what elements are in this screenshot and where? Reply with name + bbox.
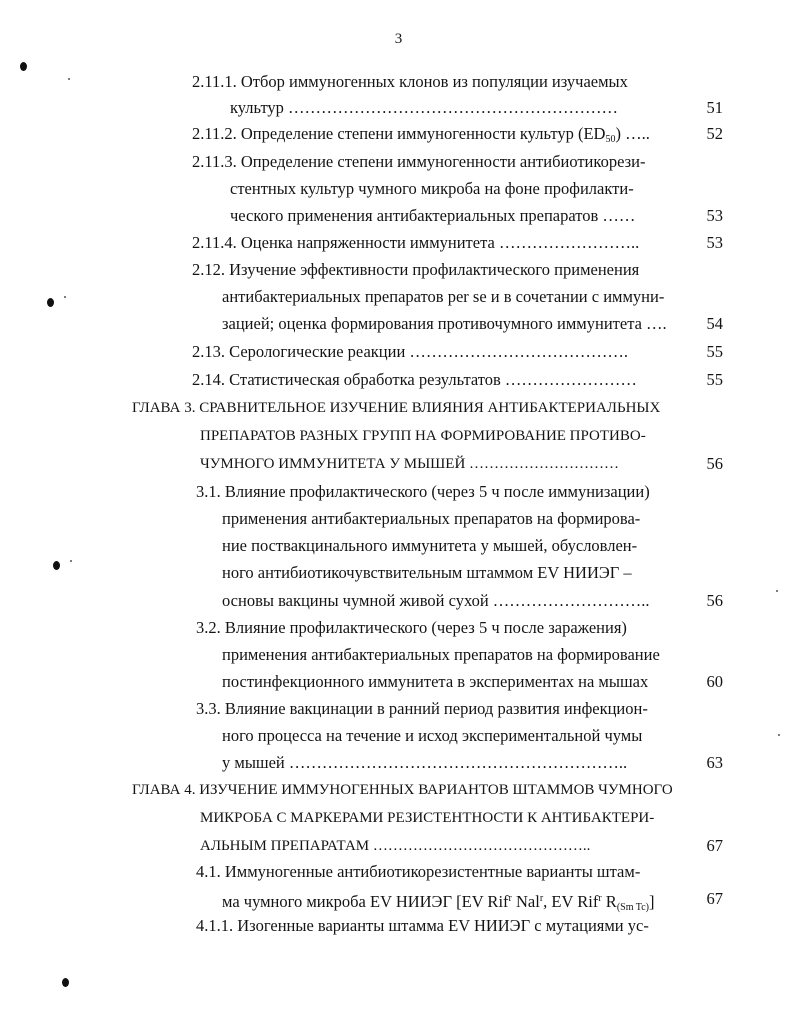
toc-line: [222, 889, 654, 918]
toc-superscript: r: [598, 893, 602, 904]
chapter-heading: ГЛАВА 3. СРАВНИТЕЛЬНОЕ ИЗУЧЕНИЕ ВЛИЯНИЯ АНТИБАКТЕРИАЛЬНЫХ: [132, 400, 661, 416]
toc-line: 2.11.4. Оценка напряженности иммунитета ……………………..: [192, 233, 640, 252]
toc-page-number: 56: [706, 454, 723, 473]
toc-text: 2.11.2. Определение степени иммуногенности культур (ED: [192, 124, 606, 143]
toc-subscript: 50: [605, 134, 616, 145]
toc-page-number: 52: [706, 124, 723, 143]
toc-text: ма чумного микроба EV НИИЭГ [EV Rif: [222, 892, 509, 911]
margin-mark: [47, 298, 54, 307]
toc-line: 3.1. Влияние профилактического (через 5 ч после иммунизации): [196, 482, 650, 501]
toc-line: [192, 124, 650, 150]
chapter-heading: АЛЬНЫМ ПРЕПАРАТАМ ……………………………………..: [200, 838, 591, 854]
toc-page-number: 56: [706, 591, 723, 610]
toc-page-number: 55: [706, 342, 723, 361]
toc-text: , EV Rif: [543, 892, 599, 911]
chapter-heading: ЧУМНОГО ИММУНИТЕТА У МЫШЕЙ …………………………: [200, 456, 620, 472]
toc-line: у мышей ……………………………………………………..: [222, 753, 628, 772]
toc-line: зацией; оценка формирования противочумного иммунитета ….: [222, 314, 667, 333]
toc-text: ]: [648, 892, 655, 911]
toc-line: культур ……………………………………………………: [230, 98, 619, 117]
toc-page-number: 53: [706, 206, 723, 225]
toc-line: ние поствакцинального иммунитета у мышей, обусловлен-: [222, 536, 638, 555]
toc-subscript: (Sm Tc): [616, 902, 649, 913]
toc-text: R: [601, 892, 617, 911]
scan-speck: [70, 560, 72, 562]
toc-page-number: 51: [706, 98, 723, 117]
chapter-heading: ПРЕПАРАТОВ РАЗНЫХ ГРУПП НА ФОРМИРОВАНИЕ ПРОТИВО-: [200, 428, 646, 444]
toc-page-number: 63: [706, 753, 723, 772]
chapter-heading: ГЛАВА 4. ИЗУЧЕНИЕ ИММУНОГЕННЫХ ВАРИАНТОВ ШТАММОВ ЧУМНОГО: [132, 782, 673, 798]
toc-line: применения антибактериальных препаратов на формирование: [222, 645, 660, 664]
toc-line: 2.13. Серологические реакции ………………………………….: [192, 342, 629, 361]
toc-line: 4.1. Иммуногенные антибиотикорезистентные варианты штам-: [196, 862, 641, 881]
toc-line: 2.11.1. Отбор иммуногенных клонов из популяции изучаемых: [192, 72, 628, 91]
toc-page-number: 53: [706, 233, 723, 252]
toc-text: ) …..: [615, 124, 650, 143]
toc-page-number: 60: [706, 672, 723, 691]
toc-superscript: r: [508, 893, 512, 904]
toc-line: 2.11.3. Определение степени иммуногенности антибиотикорези-: [192, 152, 646, 171]
margin-mark: [20, 62, 27, 71]
margin-mark: [53, 561, 60, 570]
toc-line: ного процесса на течение и исход экспериментальной чумы: [222, 726, 643, 745]
toc-page-number: 54: [706, 314, 723, 333]
toc-line: основы вакцины чумной живой сухой ………………………..: [222, 591, 650, 610]
toc-text: Nal: [511, 892, 540, 911]
toc-line: 3.3. Влияние вакцинации в ранний период развития инфекцион-: [196, 699, 648, 718]
scan-speck: [778, 734, 780, 736]
toc-page-number: 67: [706, 889, 723, 908]
toc-page-number: 67: [706, 836, 723, 855]
toc-line: постинфекционного иммунитета в экспериментах на мышах: [222, 672, 649, 691]
toc-line: антибактериальных препаратов per se и в сочетании с иммуни-: [222, 287, 665, 306]
toc-line: 2.14. Статистическая обработка результатов ……………………: [192, 370, 637, 389]
margin-mark: [62, 978, 69, 987]
toc-line: применения антибактериальных препаратов на формирова-: [222, 509, 641, 528]
scan-speck: [64, 296, 66, 298]
toc-line: ного антибиотикочувствительным штаммом EV НИИЭГ –: [222, 563, 632, 582]
scan-speck: [68, 78, 70, 80]
scan-speck: [776, 590, 778, 592]
toc-page-number: 55: [706, 370, 723, 389]
toc-line: 4.1.1. Изогенные варианты штамма EV НИИЭГ с мутациями ус-: [196, 916, 649, 935]
toc-line: 3.2. Влияние профилактического (через 5 ч после заражения): [196, 618, 627, 637]
page-number: 3: [394, 31, 403, 47]
chapter-heading: МИКРОБА С МАРКЕРАМИ РЕЗИСТЕНТНОСТИ К АНТИБАКТЕРИ-: [200, 810, 655, 826]
toc-superscript: r: [539, 893, 544, 904]
toc-line: ческого применения антибактериальных препаратов ……: [230, 206, 636, 225]
toc-line: 2.12. Изучение эффективности профилактического применения: [192, 260, 640, 279]
toc-line: стентных культур чумного микроба на фоне профилакти-: [230, 179, 634, 198]
